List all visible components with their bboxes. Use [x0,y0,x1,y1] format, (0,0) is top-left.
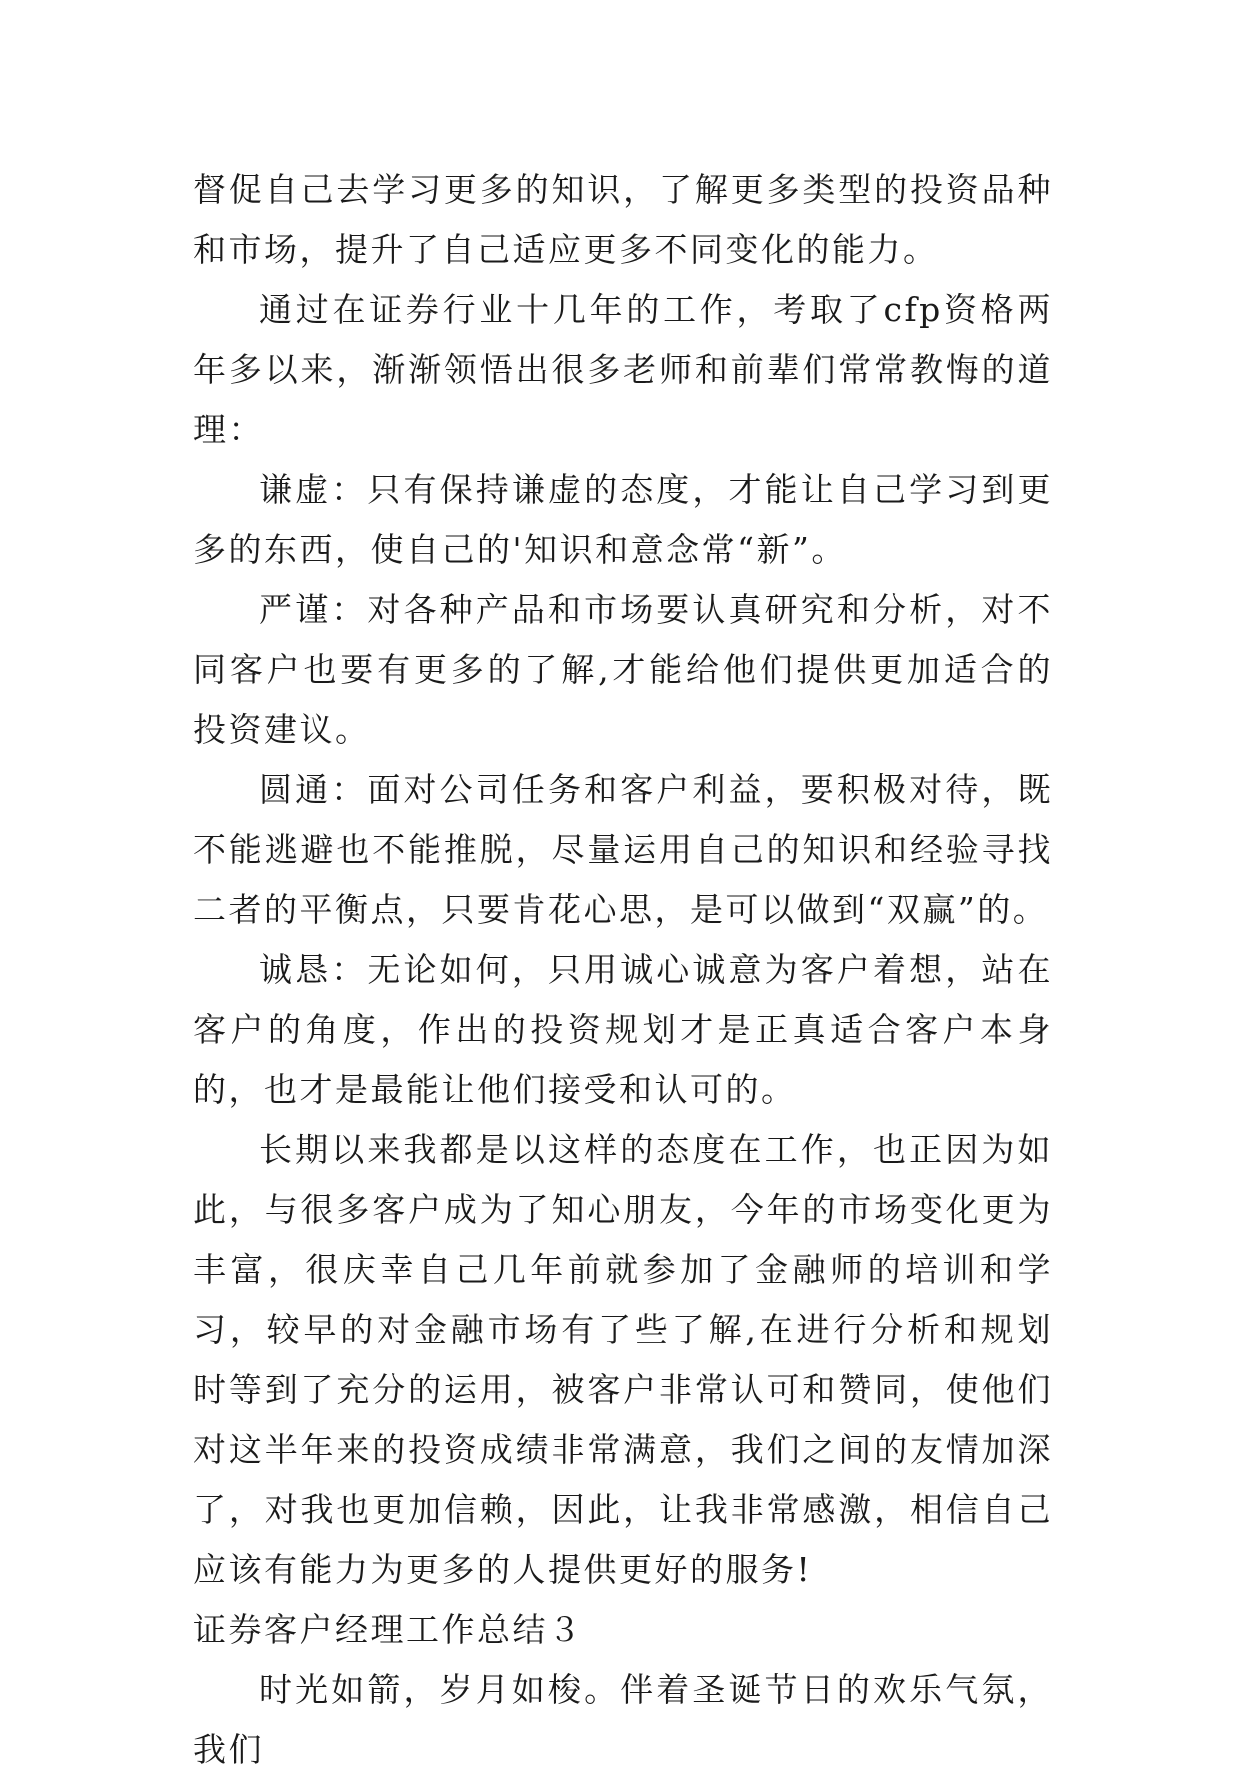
paragraph-conclusion: 长期以来我都是以这样的态度在工作，也正因为如此，与很多客户成为了知心朋友，今年的市场变化更为丰富，很庆幸自己几年前就参加了金融师的培训和学习，较早的对金融市场有了些了解,在进行分析和规划时等到了充分的运用，被客户非常认可和赞同，使他们对这半年来的投资成绩非常满意，我们之间的友情加深了，对我也更加信赖，因此，让我非常感激，相信自己应该有能力为更多的人提供更好的服务! [193,1130,1053,1589]
paragraph-continuation: 督促自己去学习更多的知识，了解更多类型的投资品种和市场，提升了自己适应更多不同变化的能力。 [193,170,1053,269]
paragraph-rigor: 严谨：对各种产品和市场要认真研究和分析，对不同客户也要有更多的了解,才能给他们提供更加适合的投资建议。 [193,590,1053,749]
section-title: 证券客户经理工作总结３ [193,1610,584,1649]
paragraph-intro: 通过在证券行业十几年的工作，考取了cfp资格两年多以来，渐渐领悟出很多老师和前辈们常常教悔的道理： [193,290,1053,449]
paragraph-flexibility: 圆通：面对公司任务和客户利益，要积极对待，既不能逃避也不能推脱，尽量运用自己的知识和经验寻找二者的平衡点，只要肯花心思，是可以做到“双赢”的。 [193,770,1053,929]
paragraph-sincerity: 诚恳：无论如何，只用诚心诚意为客户着想，站在客户的角度，作出的投资规划才是正真适合客户本身的，也才是最能让他们接受和认可的。 [193,950,1053,1109]
paragraph-section3-start: 时光如箭，岁月如梭。伴着圣诞节日的欢乐气氛，我们 [193,1670,1053,1769]
paragraph-modesty: 谦虚：只有保持谦虚的态度，才能让自己学习到更多的东西，使自己的'知识和意念常“新”。 [193,470,1053,569]
document-page [193,160,1053,1780]
